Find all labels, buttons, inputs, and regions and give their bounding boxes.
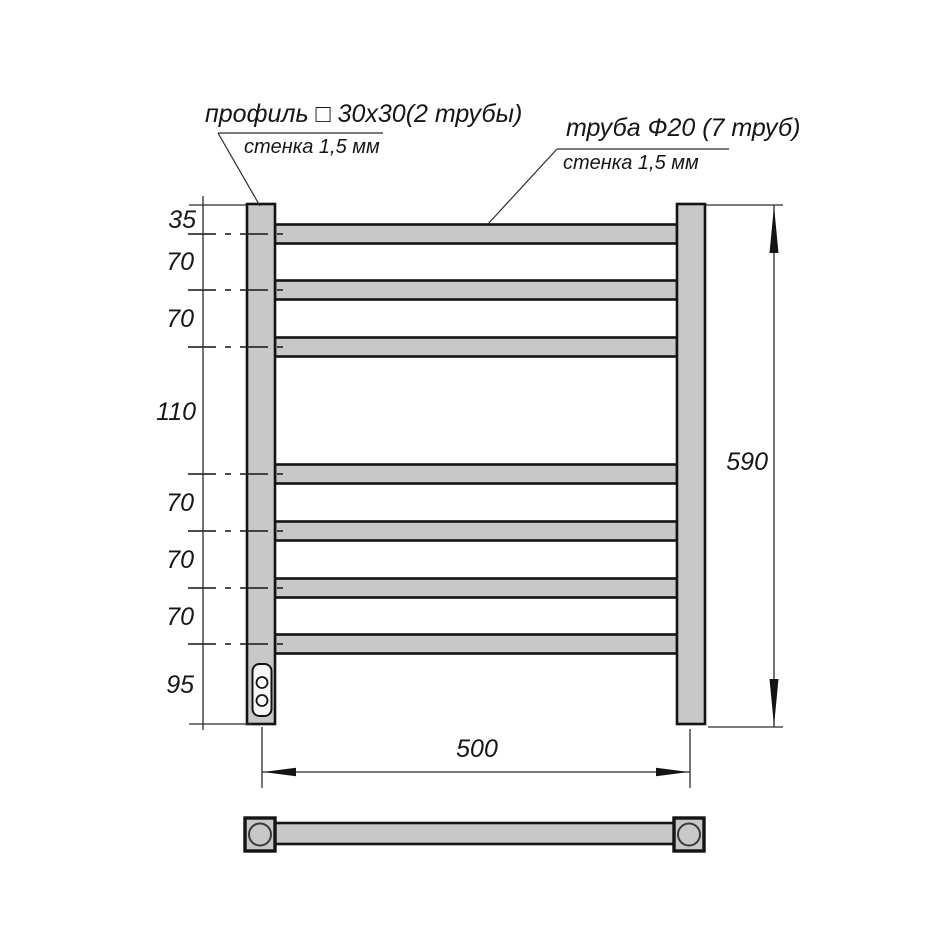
height-dimension [706,205,783,727]
width-arrow-left [263,768,296,776]
tube-3 [275,338,677,357]
left-dimension-chain [156,196,253,730]
profile-callout [205,100,522,206]
dim-label-70b: 70 [166,305,194,333]
tube-leader-line [488,149,557,224]
dim-label-70d: 70 [166,546,194,574]
width-dimension [262,727,690,788]
dim-label-70c: 70 [166,489,194,517]
electric-connection-detail [253,664,272,716]
profile-callout-title: профиль □ 30х30(2 трубы) [205,100,523,128]
tube-group [275,225,677,654]
dim-label-110: 110 [156,398,196,426]
left-post [247,204,275,724]
dim-label-70a: 70 [166,248,194,276]
dim-label-70e: 70 [166,603,194,631]
tube-1 [275,225,677,244]
bottom-view [245,818,704,851]
bottom-view-right-tube-section [678,824,700,846]
tube-2 [275,281,677,300]
height-arrow-down [770,679,779,726]
tube-4 [275,465,677,484]
dim-label-95: 95 [166,671,194,699]
bottom-view-left-tube-section [249,824,271,846]
bottom-view-tube [275,823,674,844]
connection-hole-top [257,677,268,688]
tube-6 [275,579,677,598]
tube-callout-subtitle: стенка 1,5 мм [563,152,699,174]
tube-callout-title: труба Ф20 (7 труб) [566,114,801,142]
tube-callout [488,114,800,224]
width-arrow-right [656,768,689,776]
tube-5 [275,522,677,541]
tube-7 [275,635,677,654]
dim-label-590: 590 [726,448,768,476]
height-arrow-up [770,206,779,253]
connection-hole-bottom [257,695,268,706]
dim-label-35: 35 [168,206,196,234]
dim-label-500: 500 [456,735,498,763]
connection-plate [253,664,272,716]
right-post [677,204,705,724]
profile-callout-subtitle: стенка 1,5 мм [244,136,380,158]
